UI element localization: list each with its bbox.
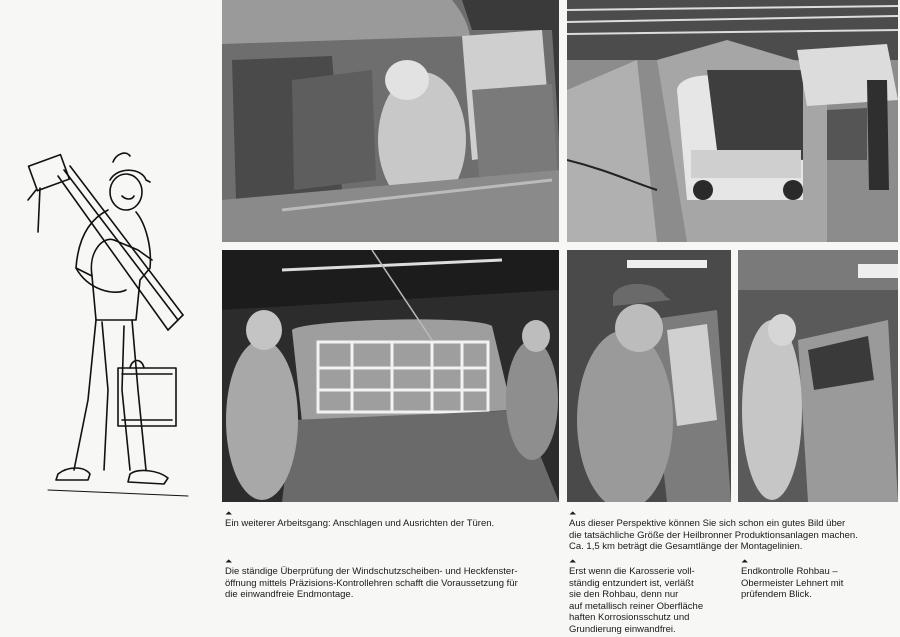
- photo-windshield-gauge-check: [222, 250, 559, 502]
- caption-line: Grundierung einwandfrei.: [569, 623, 676, 635]
- caption-production-perspective: [569, 509, 899, 553]
- photo-assembly-line-overview: [567, 0, 898, 242]
- caption-line: prüfendem Blick.: [741, 589, 812, 600]
- caption-line: Aus dieser Perspektive können Sie sich schon ein gutes Bild über: [569, 518, 846, 529]
- caption-door-alignment: [225, 509, 561, 530]
- up-arrow-icon: ⏶: [225, 556, 233, 566]
- caption-line: sie den Rohbau, denn nur: [569, 589, 679, 600]
- photo-door-fitting-worker: [567, 250, 731, 502]
- caption-line: Ca. 1,5 km beträgt die Gesamtlänge der Montagelinien.: [569, 541, 803, 552]
- photo-worker-inside-body-shell: [222, 0, 559, 242]
- up-arrow-icon: ⏶: [569, 508, 577, 518]
- caption-line: ständig entzundert ist, verläßt: [569, 577, 694, 589]
- caption-line: Obermeister Lehnert mit: [741, 577, 844, 589]
- caption-descaling: [569, 557, 734, 635]
- caption-line: Die ständige Überprüfung der Windschutzscheiben- und Heckfenster-: [225, 566, 518, 577]
- caption-line: Endkontrolle Rohbau –: [741, 566, 838, 577]
- caption-line: Erst wenn die Karosserie voll-: [569, 566, 695, 577]
- photographer-sketch-illustration: [18, 140, 208, 510]
- up-arrow-icon: ⏶: [225, 508, 233, 518]
- up-arrow-icon: ⏶: [741, 556, 749, 566]
- caption-line: auf metallisch reiner Oberfläche: [569, 600, 704, 612]
- photo-foreman-inspection: [738, 250, 898, 502]
- caption-line: die einwandfreie Endmontage.: [225, 589, 354, 600]
- caption-windshield-gauge: [225, 557, 561, 601]
- caption-final-inspection: [741, 557, 896, 601]
- up-arrow-icon: ⏶: [569, 556, 577, 566]
- caption-line: haften Korrosionsschutz und: [569, 612, 690, 623]
- caption-line: die tatsächliche Größe der Heilbronner Produktionsanlagen machen.: [569, 529, 858, 541]
- caption-line: öffnung mittels Präzisions-Kontrollehren schafft die Voraussetzung für: [225, 577, 518, 589]
- caption-line: Ein weiterer Arbeitsgang: Anschlagen und Ausrichten der Türen.: [225, 518, 495, 529]
